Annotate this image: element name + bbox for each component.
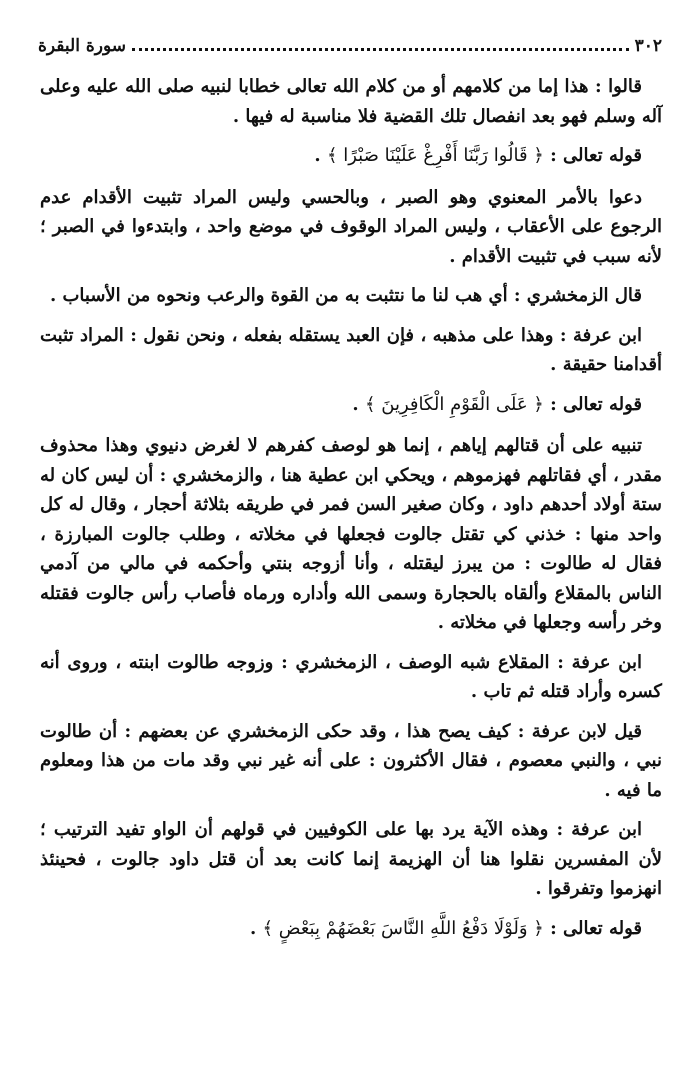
verse-paragraph xyxy=(40,390,662,420)
surah-title: سورة البقرة xyxy=(38,36,126,56)
verse-intro: قوله تعالى : xyxy=(543,393,642,415)
paragraph: دعوا بالأمر المعنوي وهو الصبر ، وبالحسي وليس المراد تثبيت الأقدام عدم الرجوع على الأعقاب ، وليس المراد الوقوف في موضع واحد ، وابتدءوا في الصبر ؛ لأنه سبب في تثبيت الأقدام . xyxy=(40,186,662,267)
paragraph: ابن عرفة : وهذا على مذهبه ، فإن العبد يستقله بفعله ، ونحن نقول : المراد تثبت أقدامنا حقيقة . xyxy=(40,324,662,375)
paragraph: قال الزمخشري : أي هب لنا ما نتثبت به من القوة والرعب ونحوه من الأسباب . xyxy=(49,285,642,306)
verse-paragraph xyxy=(40,914,662,944)
quran-verse: ﴿ عَلَى الْقَوْمِ الْكَافِرِينَ ﴾ xyxy=(364,393,544,415)
paragraph: قيل لابن عرفة : كيف يصح هذا ، وقد حكى الزمخشري عن بعضهم : أن طالوت نبي ، والنبي معصوم ، فقال الأكثرون : على أنه غير نبي وقد مات من هذا ومعلوم ما فيه . xyxy=(40,720,662,801)
page-number: ٣٠٢ xyxy=(634,36,662,56)
verse-end: . xyxy=(249,917,263,939)
quran-verse: ﴿ قَالُوا رَبَّنَا أَفْرِغْ عَلَيْنَا صَبْرًا ﴾ xyxy=(326,145,544,166)
verse-intro: قوله تعالى : xyxy=(543,145,642,166)
page-body xyxy=(40,72,662,1076)
paragraph: تنبيه على أن قتالهم إياهم ، إنما هو لوصف كفرهم لا لغرض دنيوي وهذا محذوف مقدر ، أي فقاتلهم فهزموهم ، ويحكي ابن عطية هنا ، والزمخشري : أن ليس كان له ستة أولاد أحدهم داود ، وكان صغير السن فمر في طريقه بثلاثة أحجار ، وقال له كل واحد منها : خذني كي تقتل جالوت فجعلها في مخلاته ، وطلب جالوت المبارزة ، فقال له طالوت : من يبرز ليقتله ، وأنا أزوجه بنتي وأحكمه في مالي من آدمي الناس بالمقلاع وألقاه بالحجارة وسمى الله وأداره ورماه فأصاب رأس جالوت فقتله وخر رأسه وجعلها في مخلاته . xyxy=(40,435,662,633)
verse-end: . xyxy=(314,145,327,166)
verse-paragraph xyxy=(40,141,662,171)
verse-intro: قوله تعالى : xyxy=(543,917,642,939)
header-dotted-rule xyxy=(132,48,629,51)
quran-verse: ﴿ وَلَوْلَا دَفْعُ اللَّهِ النَّاسَ بَعْضَهُمْ بِبَعْضٍ ﴾ xyxy=(262,917,544,939)
paragraph: ابن عرفة : المقلاع شبه الوصف ، الزمخشري : وزوجه طالوت ابنته ، وروى أنه كسره وأراد قتله ثم تاب . xyxy=(40,651,662,702)
verse-end: . xyxy=(352,393,365,415)
paragraph: ابن عرفة : وهذه الآية يرد بها على الكوفيين في قولهم أن الواو تفيد الترتيب ؛ لأن المفسرين نقلوا هنا أن الهزيمة إنما كانت بعد أن قتل داود جالوت ، فحينئذ انهزموا وتفرقوا . xyxy=(40,819,662,899)
paragraph: قالوا : هذا إما من كلامهم أو من كلام الله تعالى خطابا لنبيه صلى الله عليه وعلى آله وسلم فهو بعد انفصال تلك القضية فلا مناسبة له فيها . xyxy=(40,76,662,127)
page-header xyxy=(38,30,662,62)
